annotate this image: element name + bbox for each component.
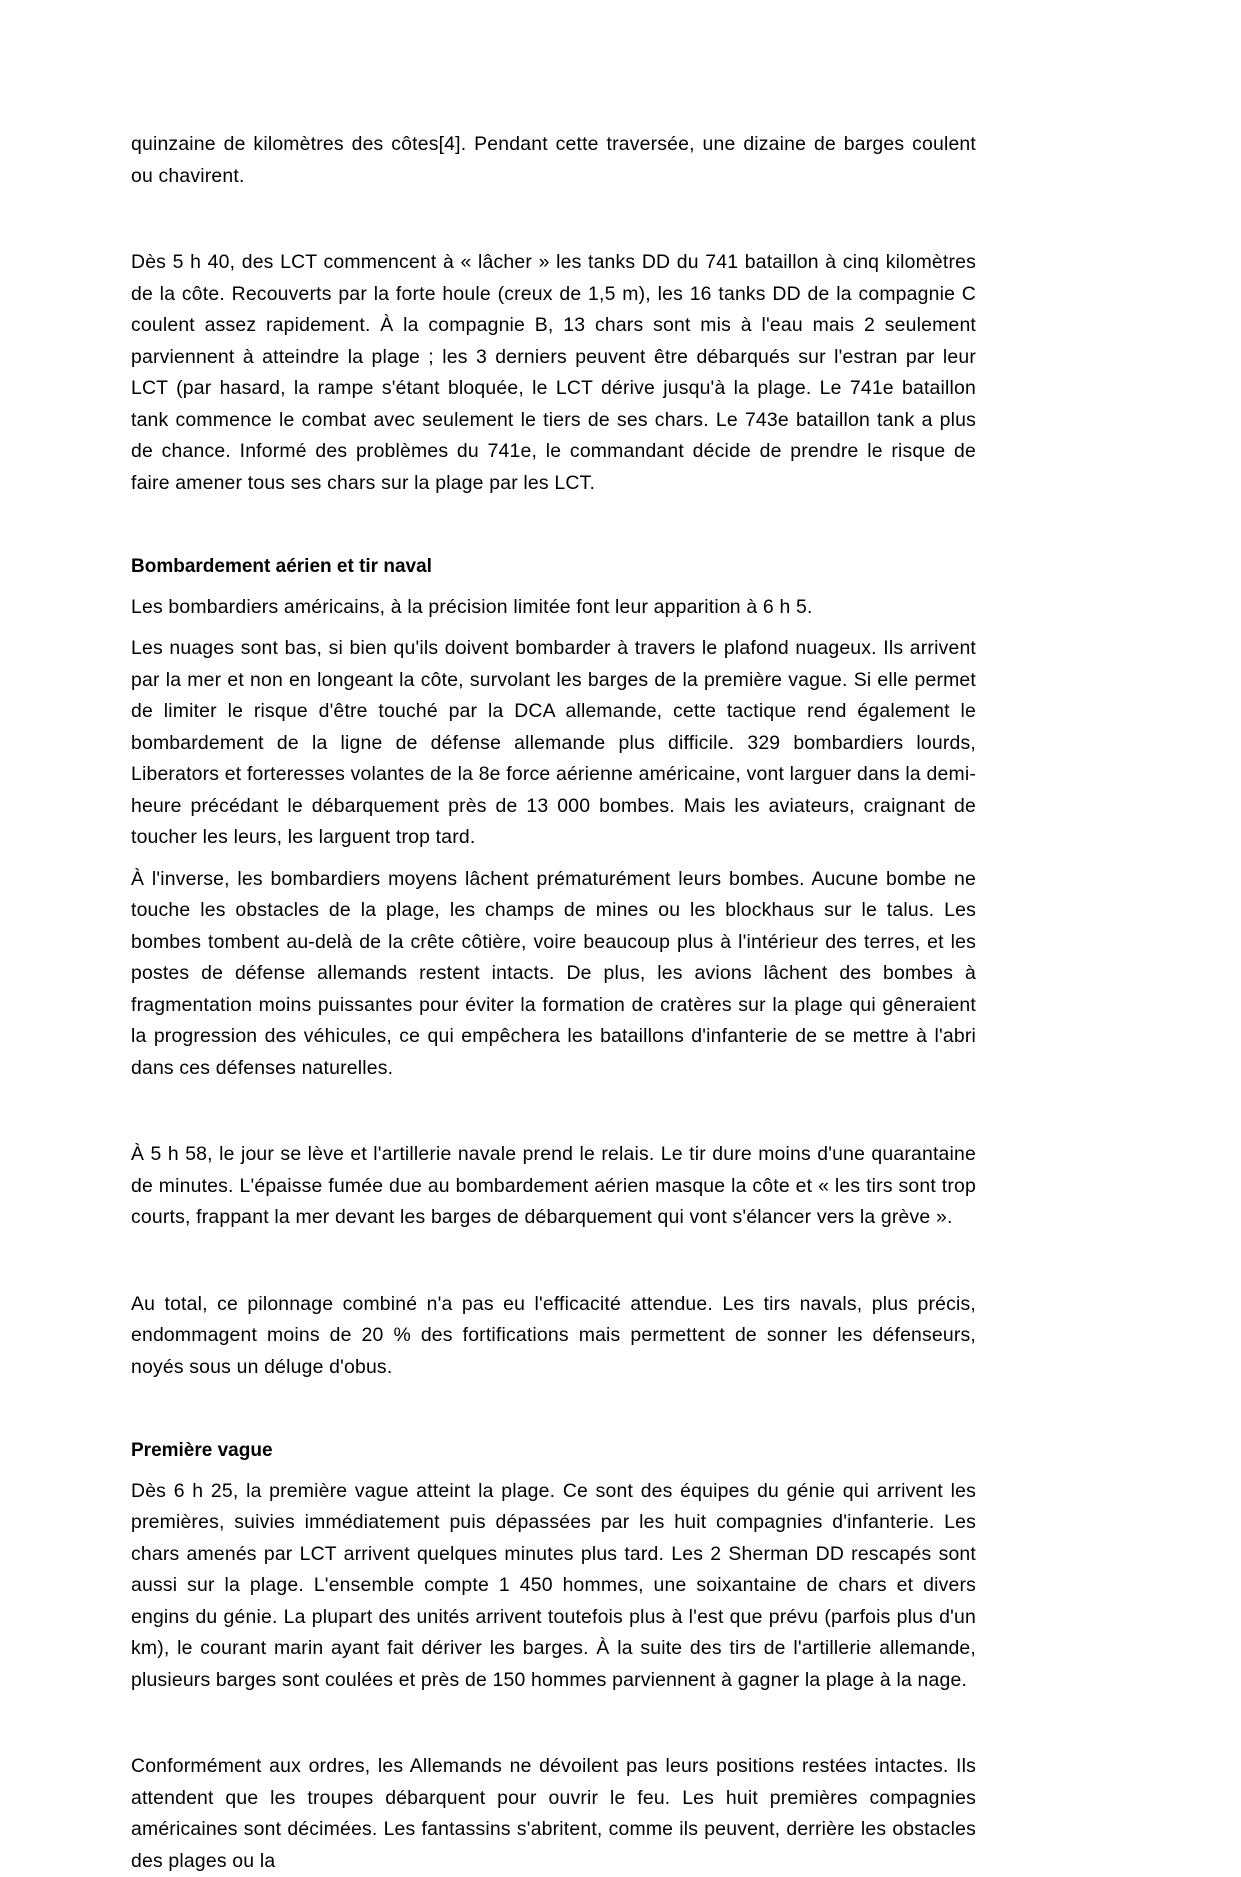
section-heading-bombardement-aerien-et-tir-naval: Bombardement aérien et tir naval <box>131 556 432 577</box>
spacer <box>131 1467 976 1476</box>
spacer <box>131 192 976 247</box>
paragraph-nuages-bas: Les nuages sont bas, si bien qu'ils doivent bombarder à travers le plafond nuageux. Ils arrivent par la mer et non en longeant la côte, survolant les barges de la première vague. Si elle permet de limiter le risque d'être touché par la DCA allemande, cette tactique rend également le bombardement de la ligne de défense allemande plus difficile. 329 bombardiers lourds, Liberators et forteresses volantes de la 8e force aérienne américaine, vont larguer dans la demi-heure précédant le débarquement près de 13 000 bombes. Mais les aviateurs, craignant de toucher les leurs, les larguent trop tard. <box>131 637 976 848</box>
spacer <box>131 623 976 633</box>
paragraph-premiere-vague: Dès 6 h 25, la première vague atteint la plage. Ce sont des équipes du génie qui arrivent les premières, suivies immédiatement puis dépassées par les huit compagnies d'infanterie. Les chars amenés par LCT arrivent quelques minutes plus tard. Les 2 Sherman DD rescapés sont aussi sur la plage. L'ensemble compte 1 450 hommes, une soixantaine de chars et divers engins du génie. La plupart des unités arrivent toutefois plus à l'est que prévu (parfois plus d'un km), le courant marin ayant fait dériver les barges. À la suite des tirs de l'artillerie allemande, plusieurs barges sont coulées et près de 150 hommes parviennent à gagner la plage à la nage. <box>131 1479 976 1691</box>
paragraph-allemands-ordres: Conformément aux ordres, les Allemands ne dévoilent pas leurs positions restées intactes. Ils attendent que les troupes débarquent pour ouvrir le feu. Les huit premières compagnies américaines sont décimées. Les fantassins s'abritent, comme ils peuvent, derrière les obstacles des plages ou la <box>131 1755 976 1872</box>
spacer <box>131 854 976 864</box>
spacer <box>131 499 976 551</box>
paragraph-bombardiers-americains: Les bombardiers américains, à la précision limitée font leur apparition à 6 h 5. <box>131 595 813 618</box>
section-heading-premiere-vague: Première vague <box>131 1440 273 1461</box>
paragraph-pilonnage-combine: Au total, ce pilonnage combiné n'a pas eu l'efficacité attendue. Les tirs navals, plus précis, endommagent moins de 20 % des fortifications mais permettent de sonner les défenseurs, noyés sous un déluge d'obus. <box>131 1292 976 1378</box>
spacer <box>131 583 976 592</box>
spacer <box>131 1234 976 1289</box>
paragraph-artillerie-navale: À 5 h 58, le jour se lève et l'artillerie navale prend le relais. Le tir dure moins d'une quarantaine de minutes. L'épaisse fumée due au bombardement aérien masque la côte et « les tirs sont trop courts, frappant la mer devant les barges de débarquement qui vont s'élancer vers la grève ». <box>131 1143 976 1228</box>
paragraph-intro: quinzaine de kilomètres des côtes[4]. Pendant cette traversée, une dizaine de barges coulent ou chavirent. <box>131 133 976 187</box>
document-body <box>131 129 976 1877</box>
spacer <box>131 1696 976 1751</box>
spacer <box>131 1383 976 1435</box>
spacer <box>131 1084 976 1139</box>
paragraph-lct-tanks: Dès 5 h 40, des LCT commencent à « lâcher » les tanks DD du 741 bataillon à cinq kilomètres de la côte. Recouverts par la forte houle (creux de 1,5 m), les 16 tanks DD de la compagnie C coulent assez rapidement. À la compagnie B, 13 chars sont mis à l'eau mais 2 seulement parviennent à atteindre la plage ; les 3 derniers peuvent être débarqués sur l'estran par leur LCT (par hasard, la rampe s'étant bloquée, le LCT dérive jusqu'à la plage. Le 741e bataillon tank commence le combat avec seulement le tiers de ses chars. Le 743e bataillon tank a plus de chance. Informé des problèmes du 741e, le commandant décide de prendre le risque de faire amener tous ses chars sur la plage par les LCT. <box>131 251 976 494</box>
paragraph-bombardiers-moyens: À l'inverse, les bombardiers moyens lâchent prématurément leurs bombes. Aucune bombe ne touche les obstacles de la plage, les champs de mines ou les blockhaus sur le talus. Les bombes tombent au-delà de la crête côtière, voire beaucoup plus à l'intérieur des terres, et les postes de défense allemands restent intacts. De plus, les avions lâchent des bombes à fragmentation moins puissantes pour éviter la formation de cratères sur la plage qui gêneraient la progression des véhicules, ce qui empêchera les bataillons d'infanterie de se mettre à l'abri dans ces défenses naturelles. <box>131 867 976 1079</box>
